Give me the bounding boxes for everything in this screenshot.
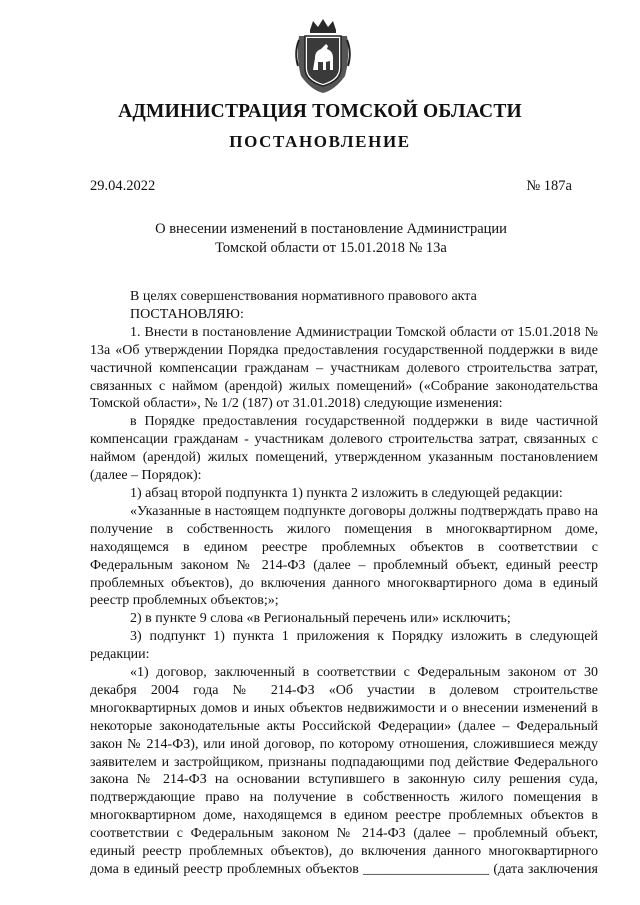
body-paragraph-2: в Порядке предоставления государственной поддержки в виде частичной компенсации гражданам - участникам долевого строительства затрат, связанных с наймом (арендой) жилых помещений, утвержденном указанным постановлением (далее – Порядок):	[90, 414, 598, 484]
document-date: 29.04.2022	[90, 178, 156, 194]
body-paragraph-1: 1. Внести в постановление Администрации Томской области от 15.01.2018 № 13а «Об утверждении Порядка предоставления государственной поддержки в виде частичной компенсации гражданам – участникам долевого строительства затрат, связанных с наймом (арендой) жилых помещений» («Собрание законодательства Томской области», № 1/2 (187) от 31.01.2018) следующие изменения:	[90, 324, 598, 412]
tomsk-coat-of-arms-icon	[293, 18, 353, 94]
document-number: № 187а	[526, 178, 572, 194]
resolve-heading: ПОСТАНОВЛЯЮ:	[130, 306, 244, 322]
organization-title: АДМИНИСТРАЦИЯ ТОМСКОЙ ОБЛАСТИ	[118, 101, 522, 122]
document-subject	[90, 220, 572, 258]
preamble-paragraph: В целях совершенствования нормативного правового акта	[130, 289, 477, 304]
body-paragraph-4: «Указанные в настоящем подпункте договоры должны подтверждать право на получение в собственность жилого помещения в многоквартирном доме, находящемся в едином реестре проблемных объектов в соответствии с Федеральным законом № 214-ФЗ (далее – проблемный объект, единый реестр проблемных объектов), до включения данного многоквартирного дома в единый реестр проблемных объектов;»;	[90, 503, 598, 609]
body-paragraph-5: 2) в пункте 9 слова «в Региональный перечень или» исключить;	[130, 611, 511, 627]
body-paragraph-7: «1) договор, заключенный в соответствии с Федеральным законом от 30 декабря 2004 года № 214-ФЗ «Об участии в долевом строительстве многоквартирных домов и иных объектов недвижимости и о внесении изменений в некоторые законодательные акты Российской Федерации» (далее – Федеральный закон № 214-ФЗ), или иной договор, по которому отношения, сложившиеся между заявителем и застройщиком, признаны подпадающими под действие Федерального закона № 214-ФЗ на основании вступившего в законную силу решения суда, подтверждающие право на получение в собственность жилого помещения в многоквартирном доме, находящемся в едином реестре проблемных объектов в соответствии с Федеральным законом № 214-ФЗ (далее – проблемный объект, единый реестр проблемных объектов), до включения данного многоквартирного дома в единый реестр проблемных объектов __________________ (дата заключения	[90, 665, 598, 877]
document-body	[90, 288, 598, 879]
subject-line-2: Томской области от 15.01.2018 № 13а	[215, 240, 447, 256]
body-paragraph-3: 1) абзац второй подпункта 1) пункта 2 изложить в следующей редакции:	[130, 485, 563, 501]
body-paragraph-6: 3) подпункт 1) пункта 1 приложения к Порядку изложить в следующей редакции:	[90, 629, 598, 663]
document-type: ПОСТАНОВЛЕНИЕ	[229, 132, 411, 151]
subject-line-1: О внесении изменений в постановление Администрации	[155, 221, 507, 237]
